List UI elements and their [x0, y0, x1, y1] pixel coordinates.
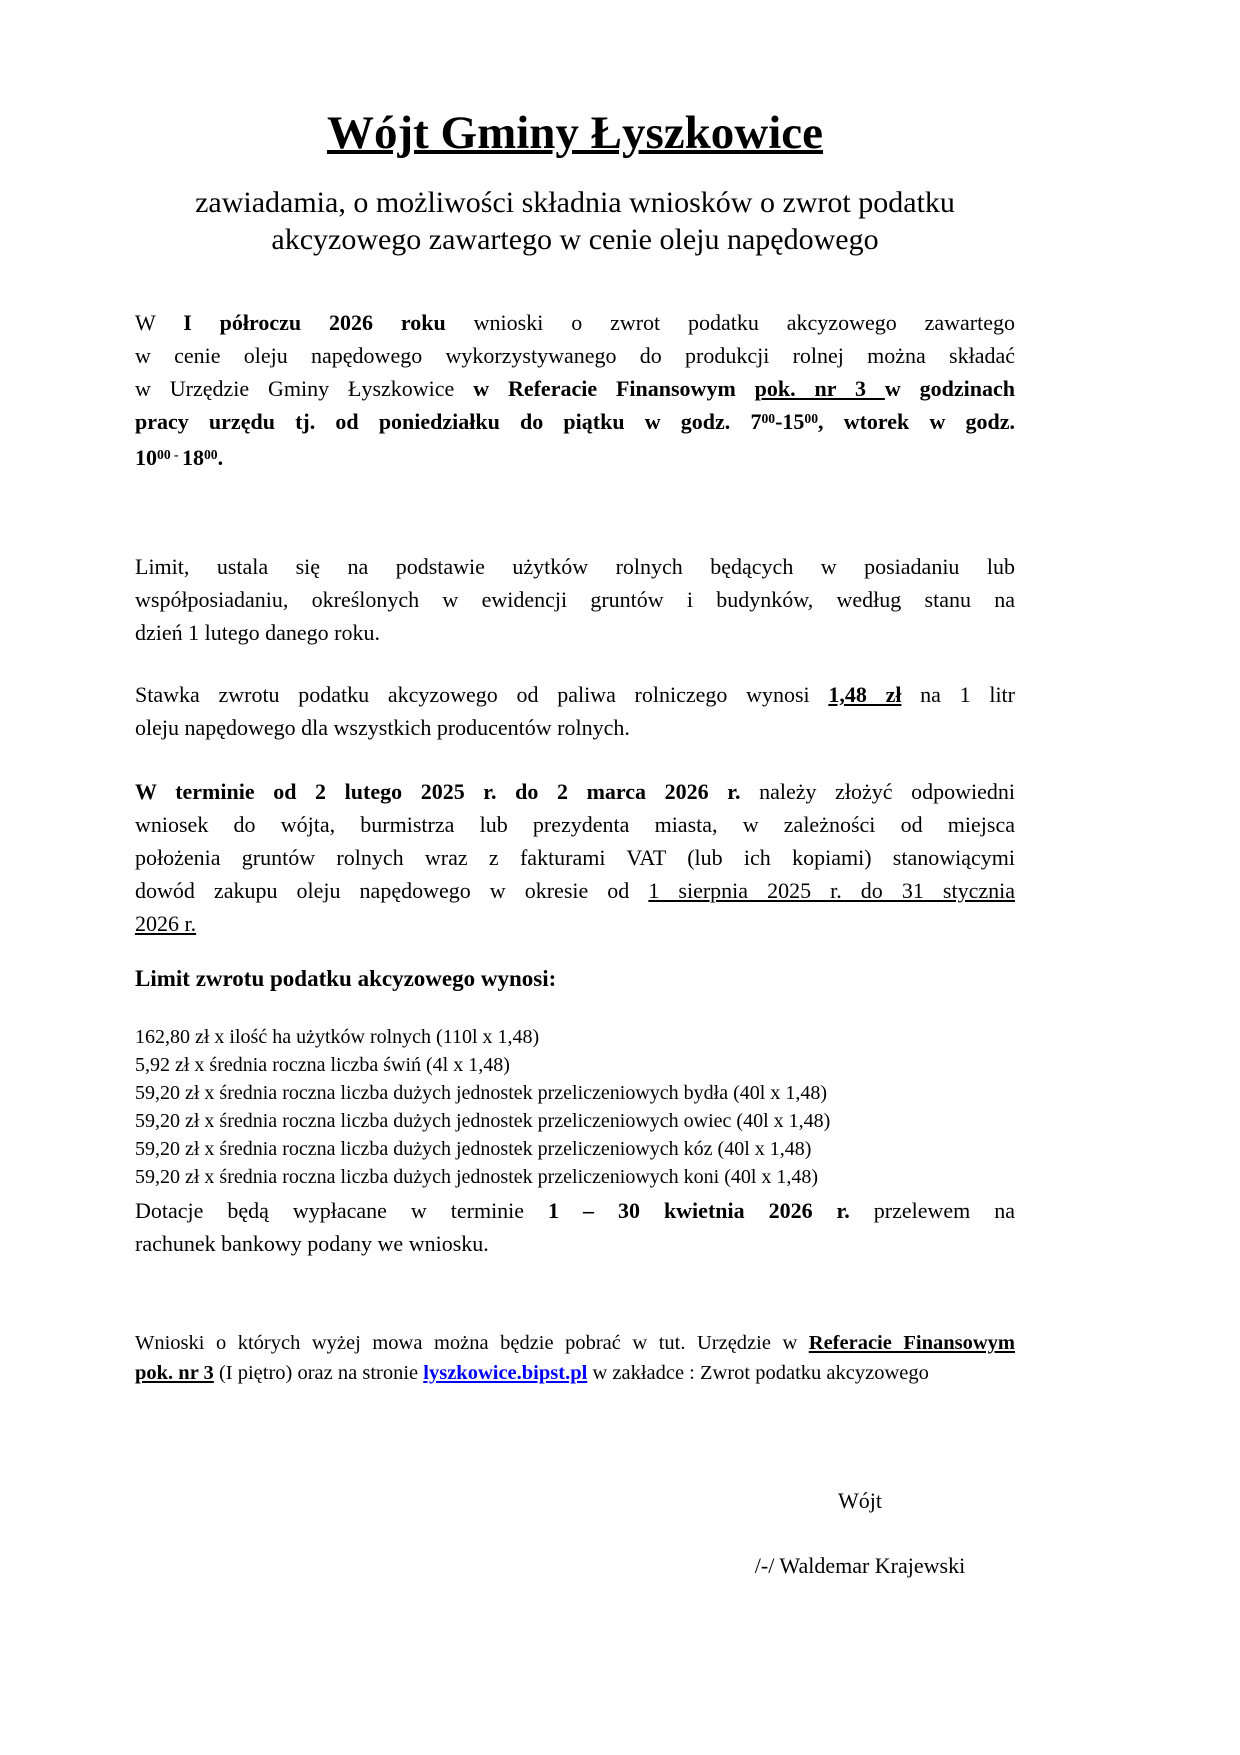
paragraph-payout — [135, 1194, 1015, 1260]
bipst-website-link[interactable]: lyszkowice.bipst.pl — [423, 1362, 588, 1385]
paragraph-download-info — [135, 1328, 1015, 1388]
text-line — [135, 405, 1015, 441]
text-segment: W — [135, 310, 184, 336]
text-segment: 00 — [804, 410, 819, 426]
paragraph-deadline — [135, 775, 1015, 940]
paragraph-limit-basis — [135, 550, 1015, 649]
text-segment: współposiadaniu, określonych w ewidencji gruntów i budynków, według stanu na — [135, 587, 1015, 613]
document-subtitle — [135, 184, 1015, 258]
text-segment: 2026 r. — [135, 911, 197, 937]
text-line — [135, 1194, 1015, 1227]
text-line — [135, 1328, 1015, 1358]
text-segment: Dotacje będą wypłacane w terminie — [135, 1198, 549, 1224]
text-line — [135, 1227, 1015, 1260]
text-segment: wnioski o zwrot podatku akcyzowego zawartego — [445, 310, 1015, 336]
text-line — [135, 1358, 1015, 1388]
subtitle-line: zawiadamia, o możliwości składnia wniosków o zwrot podatku — [195, 186, 955, 220]
limits-list — [135, 1023, 1015, 1191]
limit-line: 59,20 zł x średnia roczna liczba dużych jednostek przeliczeniowych kóz (40l x 1,48) — [135, 1138, 812, 1161]
text-segment: 1 sierpnia 2025 r. do 31 stycznia — [648, 878, 1015, 904]
text-segment: położenia gruntów rolnych wraz z fakturami VAT (lub ich kopiami) stanowiącymi — [135, 845, 1015, 871]
text-line — [135, 339, 1015, 372]
text-segment: oleju napędowego dla wszystkich producentów rolnych. — [135, 715, 630, 741]
subtitle-line: akcyzowego zawartego w cenie oleju napędowego — [271, 223, 879, 257]
paragraph-refund-rate — [135, 678, 1015, 744]
text-line — [135, 874, 1015, 907]
text-segment: 18 — [181, 445, 204, 471]
text-segment: w Referacie Finansowym — [473, 376, 755, 402]
text-segment: I półroczu 2026 roku — [183, 310, 446, 336]
text-segment: 00 — [157, 446, 171, 462]
text-segment: , wtorek w godz. — [818, 409, 1015, 435]
text-line — [135, 441, 1015, 477]
text-line — [135, 907, 1015, 940]
text-segment: dzień 1 lutego danego roku. — [135, 620, 380, 646]
document-title-text: Wójt Gminy Łyszkowice — [326, 107, 824, 159]
signature-block — [710, 1484, 1010, 1582]
limit-line: 59,20 zł x średnia roczna liczba dużych jednostek przeliczeniowych bydła (40l x 1,48) — [135, 1082, 827, 1105]
text-line — [135, 678, 1015, 711]
text-segment: - — [170, 446, 182, 462]
document-title — [135, 106, 1015, 160]
text-segment: Stawka zwrotu podatku akcyzowego od paliwa rolniczego wynosi — [135, 682, 829, 708]
text-segment: wniosek do wójta, burmistrza lub prezydenta miasta, w zależności od miejsca — [135, 812, 1015, 838]
paragraph-submission-info — [135, 306, 1015, 477]
text-segment: w zakładce : Zwrot podatku akcyzowego — [587, 1362, 929, 1385]
text-line — [135, 711, 1015, 744]
text-segment: w cenie oleju napędowego wykorzystywanego do produkcji rolnej można składać — [135, 343, 1015, 369]
limit-line: 59,20 zł x średnia roczna liczba dużych jednostek przeliczeniowych koni (40l x 1,48) — [135, 1166, 819, 1189]
text-segment: -15 — [775, 409, 805, 435]
text-segment: . — [217, 445, 224, 471]
text-line — [135, 583, 1015, 616]
text-segment: pok. nr 3 — [135, 1362, 214, 1385]
text-segment: na 1 litr — [901, 682, 1015, 708]
limit-line: 5,92 zł x średnia roczna liczba świń (4l x 1,48) — [135, 1054, 510, 1077]
text-line — [135, 808, 1015, 841]
text-segment: przelewem na — [849, 1198, 1015, 1224]
text-segment: rachunek bankowy podany we wniosku. — [135, 1231, 489, 1257]
text-line — [135, 550, 1015, 583]
text-segment: pok. nr 3 — [754, 376, 885, 402]
text-line — [135, 775, 1015, 808]
text-segment: 1,48 zł — [828, 682, 902, 708]
text-segment: w Urzędzie Gminy Łyszkowice — [135, 376, 474, 402]
text-line — [135, 841, 1015, 874]
text-segment: 1 – 30 kwietnia 2026 r. — [548, 1198, 850, 1224]
text-segment: 10 — [135, 445, 157, 471]
text-segment: (I piętro) oraz na stronie — [213, 1362, 424, 1385]
text-line — [135, 616, 1015, 649]
text-segment: Limit, ustala się na podstawie użytków rolnych będących w posiadaniu lub — [135, 554, 1015, 580]
text-segment: 00 — [761, 410, 776, 426]
limit-line: 59,20 zł x średnia roczna liczba dużych jednostek przeliczeniowych owiec (40l x 1,48) — [135, 1110, 831, 1133]
text-segment: pracy urzędu tj. od poniedziałku do piątku w godz. 7 — [135, 409, 762, 435]
signature-role: Wójt — [838, 1488, 882, 1514]
text-segment: W terminie od 2 lutego 2025 r. do 2 marca 2026 r. — [135, 779, 741, 805]
text-line — [135, 306, 1015, 339]
text-segment: Wnioski o których wyżej mowa można będzie pobrać w tut. Urzędzie w — [135, 1332, 809, 1355]
text-segment: 00 — [203, 446, 218, 462]
limits-heading: Limit zwrotu podatku akcyzowego wynosi: — [135, 966, 557, 992]
text-segment: Referacie Finansowym — [808, 1332, 1015, 1355]
limit-line: 162,80 zł x ilość ha użytków rolnych (110l x 1,48) — [135, 1026, 540, 1049]
text-segment: należy złożyć odpowiedni — [740, 779, 1015, 805]
text-line — [135, 372, 1015, 405]
signature-name: /-/ Waldemar Krajewski — [754, 1553, 966, 1579]
text-segment: w godzinach — [884, 376, 1015, 402]
text-segment: dowód zakupu oleju napędowego w okresie od — [135, 878, 649, 904]
